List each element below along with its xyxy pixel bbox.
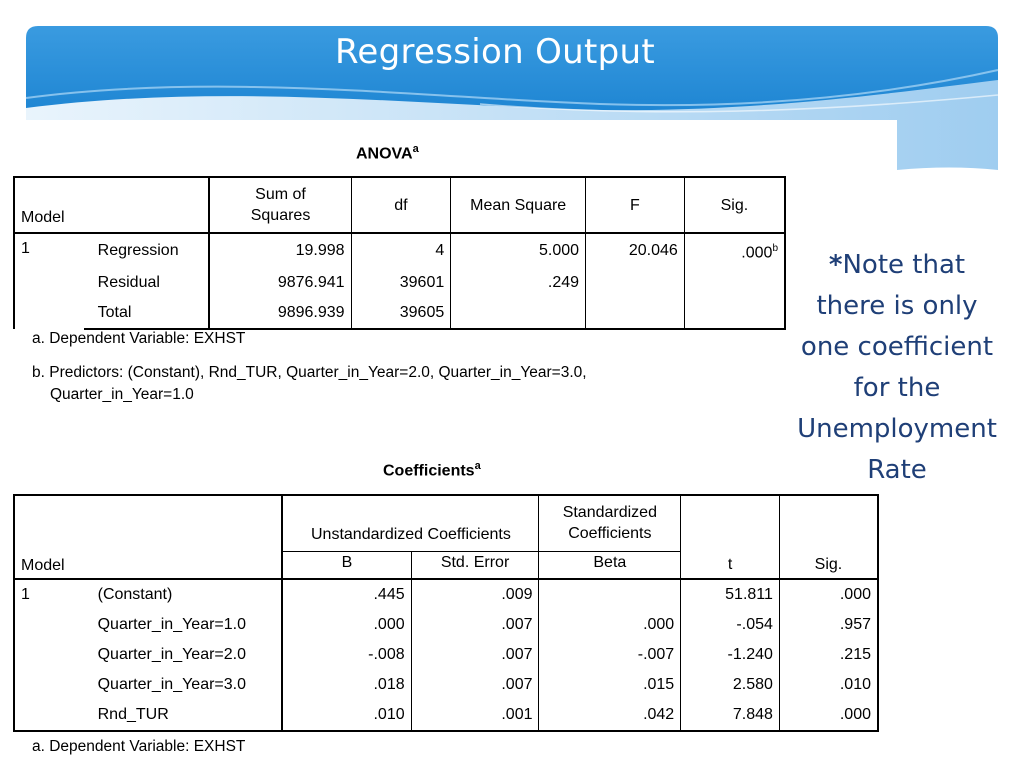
anova-header-model: Model bbox=[14, 177, 209, 233]
anova-cell-ms: .249 bbox=[451, 268, 586, 298]
coef-header-std bbox=[539, 495, 681, 551]
coef-cell-sig: .000 bbox=[779, 700, 878, 731]
coef-cell-beta: -.007 bbox=[539, 640, 681, 670]
anova-cell-ms: 5.000 bbox=[451, 233, 586, 268]
coef-row-label: Rnd_TUR bbox=[84, 700, 283, 731]
coef-header-beta: Beta bbox=[539, 551, 681, 579]
coef-row-label: (Constant) bbox=[84, 579, 283, 610]
anova-cell-ss: 9876.941 bbox=[209, 268, 351, 298]
anova-cell-sig bbox=[684, 233, 785, 268]
coef-row bbox=[14, 700, 878, 731]
coef-cell-b: .445 bbox=[282, 579, 411, 610]
coef-row-label: Quarter_in_Year=1.0 bbox=[84, 610, 283, 640]
coef-cell-t: 2.580 bbox=[681, 670, 780, 700]
anova-row-label: Residual bbox=[84, 268, 210, 298]
anova-footnote-a: a. Dependent Variable: EXHST bbox=[32, 330, 246, 347]
anova-row-total bbox=[14, 298, 785, 329]
anova-header-ms: Mean Square bbox=[451, 177, 586, 233]
coef-cell-t: -1.240 bbox=[681, 640, 780, 670]
side-note-line: there is only bbox=[816, 291, 978, 321]
anova-row-regression bbox=[14, 233, 785, 268]
coef-cell-sig: .000 bbox=[779, 579, 878, 610]
coef-cell-beta: .015 bbox=[539, 670, 681, 700]
coef-cell-sig: .010 bbox=[779, 670, 878, 700]
coefficients-title-text: Coefficients bbox=[383, 462, 475, 480]
coef-header-t: t bbox=[681, 495, 780, 579]
coefficients-footnote-a: a. Dependent Variable: EXHST bbox=[32, 738, 246, 755]
coef-cell-b: .010 bbox=[282, 700, 411, 731]
side-note-line: Unemployment bbox=[797, 414, 997, 444]
anova-title-footnote-mark: a bbox=[412, 143, 419, 155]
coef-cell-sig: .957 bbox=[779, 610, 878, 640]
coef-header-model: Model bbox=[14, 495, 282, 579]
coef-row bbox=[14, 670, 878, 700]
side-note-line: for the bbox=[853, 373, 941, 403]
anova-header-ss-line1: Sum of bbox=[255, 186, 306, 203]
coef-row-label: Quarter_in_Year=2.0 bbox=[84, 640, 283, 670]
coef-row bbox=[14, 610, 878, 640]
anova-footnote-b-line1: b. Predictors: (Constant), Rnd_TUR, Quarter_in_Year=2.0, Quarter_in_Year=3.0, bbox=[32, 364, 587, 381]
anova-title bbox=[356, 143, 419, 163]
coef-cell-b: -.008 bbox=[282, 640, 411, 670]
anova-table bbox=[13, 176, 786, 330]
anova-cell-df: 39601 bbox=[351, 268, 451, 298]
header-banner bbox=[0, 0, 1024, 175]
coef-cell-se: .009 bbox=[411, 579, 539, 610]
coef-cell-b: .018 bbox=[282, 670, 411, 700]
anova-footnote-b-line2: Quarter_in_Year=1.0 bbox=[50, 386, 194, 403]
anova-model-number: 1 bbox=[14, 233, 84, 329]
anova-cell-ms bbox=[451, 298, 586, 329]
anova-cell-f: 20.046 bbox=[586, 233, 685, 268]
anova-header-ss bbox=[209, 177, 351, 233]
anova-cell-df: 39605 bbox=[351, 298, 451, 329]
coef-cell-beta: .042 bbox=[539, 700, 681, 731]
anova-cell-ss: 19.998 bbox=[209, 233, 351, 268]
coef-row-label: Quarter_in_Year=3.0 bbox=[84, 670, 283, 700]
side-note-line-text: Note that bbox=[842, 250, 966, 280]
side-note-line bbox=[782, 245, 1012, 286]
coef-header-se: Std. Error bbox=[411, 551, 539, 579]
anova-header-sig: Sig. bbox=[684, 177, 785, 233]
coef-cell-se: .007 bbox=[411, 670, 539, 700]
coef-header-sig: Sig. bbox=[779, 495, 878, 579]
coef-cell-t: 51.811 bbox=[681, 579, 780, 610]
coef-cell-se: .007 bbox=[411, 640, 539, 670]
anova-cell-sig bbox=[684, 298, 785, 329]
anova-header-df: df bbox=[351, 177, 451, 233]
coef-cell-sig: .215 bbox=[779, 640, 878, 670]
note-star: * bbox=[828, 250, 843, 280]
anova-footnote-b bbox=[32, 362, 587, 406]
coef-model-number: 1 bbox=[14, 579, 84, 731]
anova-cell-sig bbox=[684, 268, 785, 298]
anova-row-label: Regression bbox=[84, 233, 210, 268]
anova-row-label: Total bbox=[84, 298, 210, 329]
side-note-line: Rate bbox=[867, 455, 927, 485]
coefficients-title-footnote-mark: a bbox=[474, 460, 481, 472]
slide-title: Regression Output bbox=[335, 32, 655, 72]
anova-cell-sig-value: .000 bbox=[741, 244, 773, 262]
coef-cell-t: -.054 bbox=[681, 610, 780, 640]
side-note bbox=[782, 245, 1012, 491]
anova-header-ss-line2: Squares bbox=[250, 207, 311, 224]
anova-header-f: F bbox=[586, 177, 685, 233]
coef-cell-se: .007 bbox=[411, 610, 539, 640]
coefficients-table bbox=[13, 494, 879, 732]
coef-cell-t: 7.848 bbox=[681, 700, 780, 731]
coef-header-b: B bbox=[282, 551, 411, 579]
coef-cell-beta bbox=[539, 579, 681, 610]
coef-header-std-line2: Coefficients bbox=[568, 525, 652, 543]
coef-cell-beta: .000 bbox=[539, 610, 681, 640]
coef-row bbox=[14, 640, 878, 670]
coef-header-std-line1: Standardized bbox=[562, 504, 657, 522]
anova-left-border bbox=[13, 237, 15, 321]
coef-row bbox=[14, 579, 878, 610]
anova-sig-footnote-mark: b bbox=[772, 243, 778, 254]
anova-cell-f bbox=[586, 298, 685, 329]
anova-row-residual bbox=[14, 268, 785, 298]
coef-cell-se: .001 bbox=[411, 700, 539, 731]
anova-cell-ss: 9896.939 bbox=[209, 298, 351, 329]
coefficients-title bbox=[383, 460, 481, 480]
coef-cell-b: .000 bbox=[282, 610, 411, 640]
anova-cell-f bbox=[586, 268, 685, 298]
side-note-line: one coefficient bbox=[800, 332, 994, 362]
coef-header-unstd: Unstandardized Coefficients bbox=[282, 495, 539, 551]
anova-title-text: ANOVA bbox=[356, 145, 413, 163]
anova-cell-df: 4 bbox=[351, 233, 451, 268]
